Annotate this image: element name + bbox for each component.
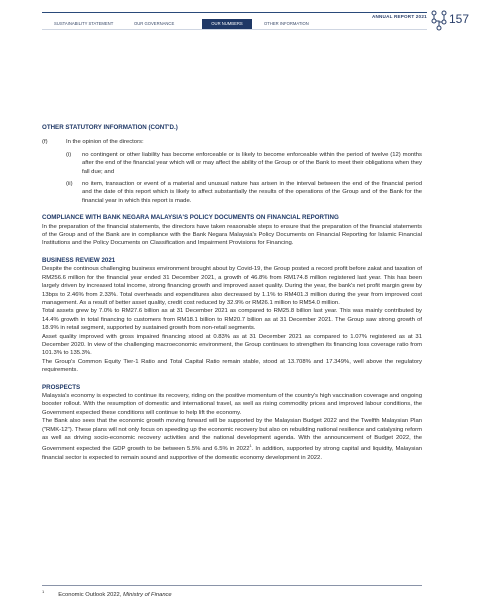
section-heading-statutory: OTHER STATUTORY INFORMATION (CONT'D.) <box>42 124 178 131</box>
footnote-source: Ministry of Finance <box>123 591 172 598</box>
report-title: ANNUAL REPORT 2021 <box>372 14 427 19</box>
paragraph-text: . In addition, supported by strong capital and liquidity, Malaysian financial sector is expected to remain sound and supportive of the domestic economy development in 2022. <box>42 446 422 461</box>
footnote-rule <box>42 585 422 586</box>
paragraph <box>42 417 422 462</box>
footnote <box>42 589 172 598</box>
list-item-f <box>42 138 422 146</box>
item-label: (f) <box>42 139 48 146</box>
paragraph: Malaysia's economy is expected to continue its recovery, riding on the positive momentum of the country's high vaccination coverage and ongoing booster rollout. With the resumption of domestic and international travel, as well as rising commodity prices and improved labour conditions, the Government expected these conditions will continue to help lift the economy. <box>42 392 422 416</box>
item-text: no item, transaction or event of a material and unusual nature has arisen in the interval between the end of the financial period and the date of this report which is likely to affect substantially the results of the operations of the Group and of the Bank for the financial year in which this report is made. <box>82 181 422 204</box>
tab-other-information[interactable]: OTHER INFORMATION <box>264 21 309 26</box>
item-label: (i) <box>66 151 72 158</box>
paragraph: In the preparation of the financial statements, the directors have taken reasonable steps to ensure that the preparation of the financial statements of the Group and of the Bank are in compliance with the Bank Negara Malaysia's Policy Documents on Financial Reporting for Islamic Financial Institutions and the Policy Documents on Classification and Impairment Provisions for Financing. <box>42 223 422 247</box>
paragraph: Total assets grew by 7.0% to RM27.6 billion as at 31 December 2021 as compared to RM25.8 billion last year. This was mainly contributed by 14.4% growth in total financing to customers from RM18.1 billion to RM20.7 billion as at 31 December 2021. The Group saw strong growth of 18.9% in retail segment, supported by sustained growth from non-retail segments. <box>42 308 422 332</box>
list-item-f-i <box>66 151 422 176</box>
section-heading-prospects: PROSPECTS <box>42 383 81 391</box>
tab-sustainability-statement[interactable]: SUSTAINABILITY STATEMENT <box>54 21 114 26</box>
item-label: (ii) <box>66 181 73 188</box>
header-bottom-rule <box>42 29 427 30</box>
section-heading-business-review: BUSINESS REVIEW 2021 <box>42 256 116 264</box>
list-item-f-ii <box>66 180 422 205</box>
tab-our-governance[interactable]: OUR GOVERNANCE <box>134 21 175 26</box>
item-text: In the opinion of the directors: <box>66 139 144 146</box>
item-text: no contingent or other liability has become enforceable or is likely to become enforceable within the period of twelve (12) months after the end of the financial year which will or may affect the ability of the Group or of the Bank to meet their obligations when they fall due; and <box>82 151 422 175</box>
paragraph: Despite the continous challenging business environment brought about by Covid-19, the Group posted a record profit before zakat and taxation of RM256.6 million for the financial year ended 31 December 2021, a growth of 46.8% from RM174.8 million registered last year. This has been largely driven by increased total income, strong financing growth and improved asset quality. During the year, the bank's net profit margin grew by 13bps to 2.46% from 2.33%. Total overheads and expenditures also decreased by 1.1% to RM401.3 million during the year from improved cost management. As a result of better asset quality, credit cost reduced by 32.9% or RM26.1 million to RM54.0 million. <box>42 266 422 306</box>
paragraph: Asset quality improved with gross impaired financing stood at 0.83% as at 31 December 2021 as compared to 1.07% registered as at 31 December 2020. In view of the challenging macroeconomic environment, the Group continues to strengthen its financing loss coverage ratio from 101.3% to 135.3%. <box>42 333 422 357</box>
section-nav <box>42 19 334 29</box>
page-number: 157 <box>449 12 470 26</box>
paragraph: The Group's Common Equity Tier-1 Ratio and Total Capital Ratio remain stable, stood at 13.708% and 17.349%, well above the regulatory requirements. <box>42 358 422 374</box>
tree-circuit-icon <box>430 9 448 31</box>
footnote-mark: 1 <box>42 589 45 594</box>
section-heading-compliance: COMPLIANCE WITH BANK NEGARA MALAYSIA'S POLICY DOCUMENTS ON FINANCIAL REPORTING <box>42 214 339 222</box>
tab-our-numbers[interactable]: OUR NUMBERS <box>202 19 252 29</box>
footnote-ref[interactable]: 1 <box>249 443 252 449</box>
header-top-rule <box>42 12 427 13</box>
paragraph-text: The Bank also sees that the economic growth moving forward will be supported by the Malaysian Budget 2022 and the Twelfth Malaysian Plan ("RMK-12"). These plans will not only focus on speeding up the economic recovery but also on rebuilding national resilience and catalysing reform as well as driving socio-economic recovery activities and the national development agenda. With the announcement of Budget 2022, the Government expected the GDP growth to be between 5.5% and 6.5% in 2022 <box>42 418 422 453</box>
footnote-text: Economic Outlook 2022, <box>58 591 124 598</box>
page-body <box>42 124 422 462</box>
